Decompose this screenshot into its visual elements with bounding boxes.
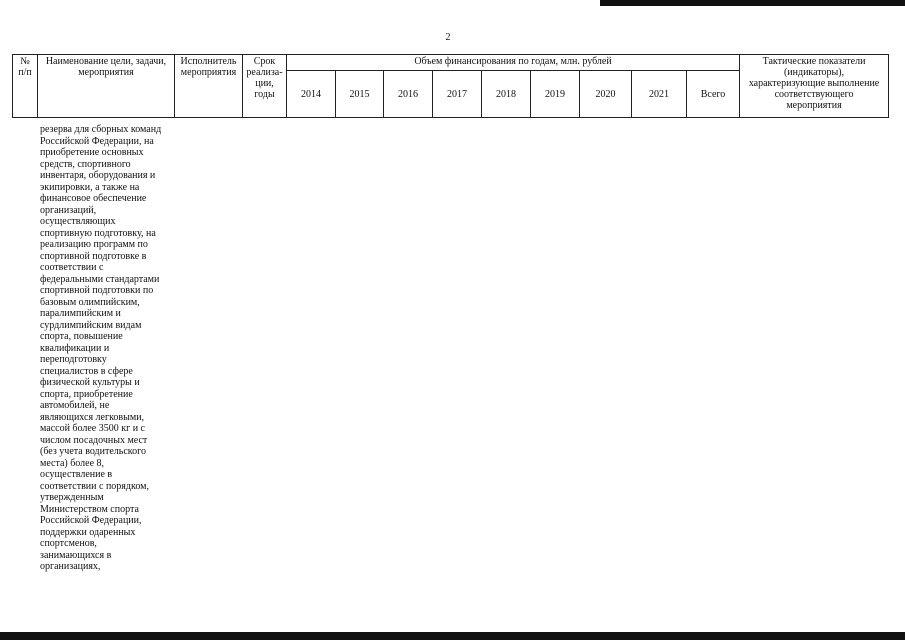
description-line: соответствии с: [40, 262, 104, 273]
description-line: спорта, повышение: [40, 331, 123, 342]
description-line: спортсменов,: [40, 538, 97, 549]
header-executor: Исполнитель мероприятия: [175, 55, 243, 118]
description-line: организаций,: [40, 204, 97, 216]
description-line: средств, спортивного: [40, 158, 131, 170]
header-year-2017: 2017: [433, 71, 482, 118]
description-line: спортивной подготовки по: [40, 285, 154, 296]
description-line: Российской Федерации, на: [40, 135, 154, 147]
description-line: физической культуры и: [40, 377, 140, 388]
description-line: Российской Федерации,: [40, 515, 142, 526]
description-line: спортивной подготовке в: [40, 250, 147, 262]
description-line: финансовое обеспечение: [40, 193, 147, 204]
bottom-border-rule: [0, 632, 905, 640]
description-line: базовым олимпийским,: [40, 296, 140, 308]
header-year-2020: 2020: [580, 71, 632, 118]
activity-description: [40, 124, 174, 573]
description-line: приобретение основных: [40, 147, 144, 158]
description-line: соответствии с порядком,: [40, 480, 149, 492]
description-line: занимающихся в: [40, 549, 112, 561]
description-line: поддержки одаренных: [40, 526, 136, 538]
description-line: осуществляющих: [40, 216, 116, 227]
description-line: Министерством спорта: [40, 503, 139, 515]
description-line: массой более 3500 кг и с: [40, 423, 145, 434]
header-financing: Объем финансирования по годам, млн. рублей: [287, 55, 740, 71]
description-line: паралимпийским и: [40, 308, 121, 319]
header-year-2014: 2014: [287, 71, 336, 118]
header-name: Наименование цели, задачи, мероприятия: [38, 55, 175, 118]
description-line: экипировки, а также на: [40, 181, 140, 193]
header-year-2021: 2021: [632, 71, 687, 118]
header-year-2016: 2016: [384, 71, 433, 118]
description-line: переподготовку: [40, 354, 107, 365]
header-year-2015: 2015: [336, 71, 384, 118]
description-line: специалистов в сфере: [40, 365, 133, 377]
financing-table: [12, 54, 889, 118]
description-line: (без учета водительского: [40, 446, 147, 457]
description-line: квалификации и: [40, 342, 110, 354]
description-line: места) более 8,: [40, 457, 105, 469]
description-line: организациях,: [40, 561, 101, 572]
description-line: спорта, приобретение: [40, 388, 133, 400]
header-total: Всего: [687, 71, 740, 118]
description-line: автомобилей, не: [40, 400, 110, 411]
description-line: реализацию программ по: [40, 239, 148, 250]
header-year-2019: 2019: [531, 71, 580, 118]
page-number: 2: [445, 32, 451, 43]
description-line: федеральными стандартами: [40, 273, 160, 285]
header-year-2018: 2018: [482, 71, 531, 118]
header-num: № п/п: [13, 55, 38, 118]
header-term: Срок реализа- ции, годы: [243, 55, 287, 118]
header-indicators: Тактические показатели (индикаторы), характеризующие выполнение соответствующего мероприятия: [740, 55, 889, 118]
description-line: утвержденным: [40, 492, 104, 503]
description-line: спортивную подготовку, на: [40, 227, 156, 239]
description-line: числом посадочных мест: [40, 434, 148, 446]
description-line: резерва для сборных команд: [40, 124, 162, 135]
top-border-rule: [600, 0, 905, 6]
description-line: сурдлимпийским видам: [40, 319, 142, 331]
description-line: инвентаря, оборудования и: [40, 170, 156, 181]
description-line: осуществление в: [40, 469, 113, 480]
description-line: являющихся легковыми,: [40, 411, 145, 423]
